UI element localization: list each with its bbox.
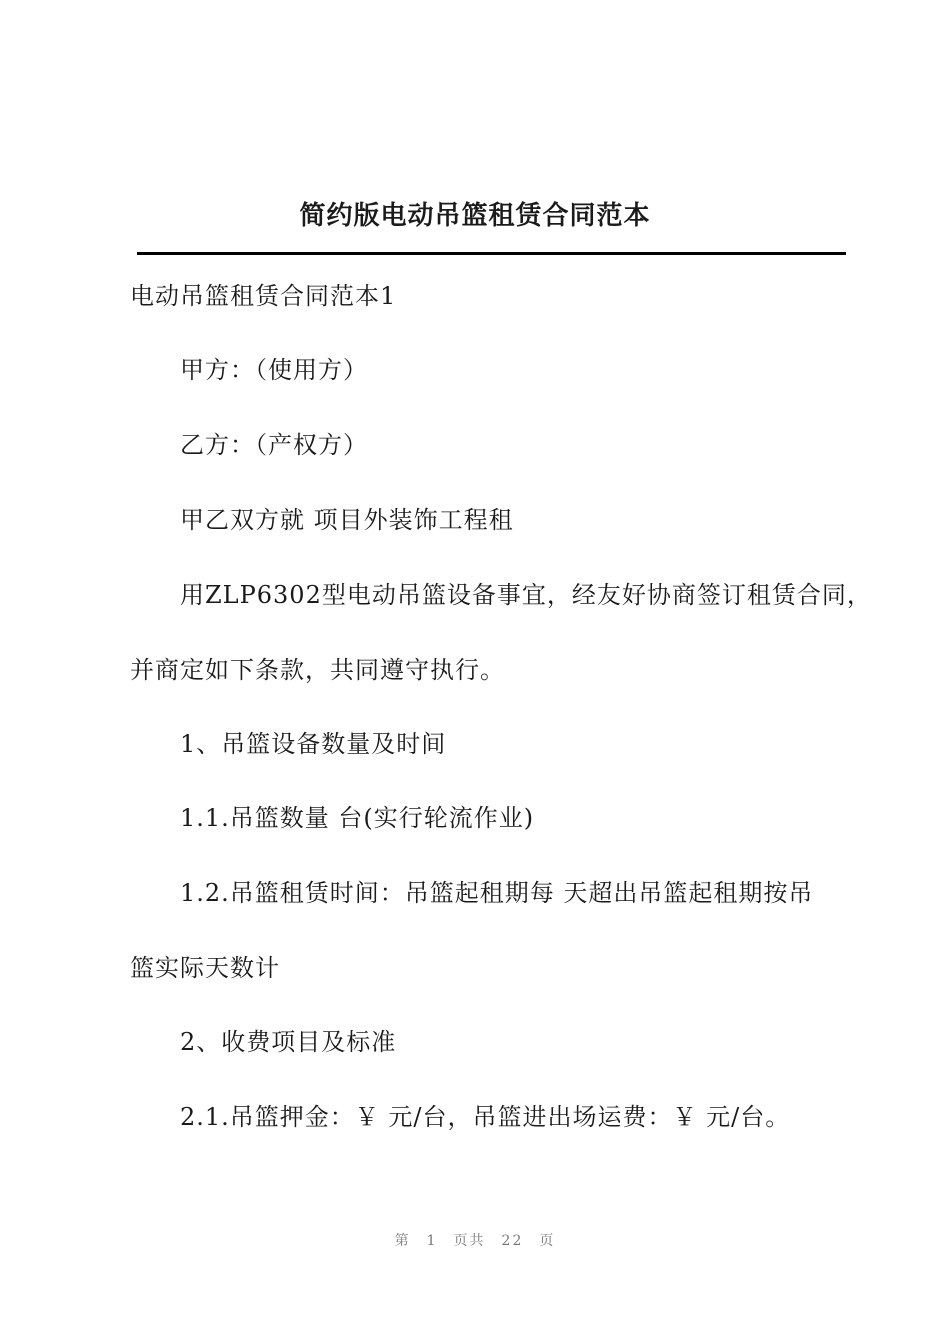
clause-item-continuation: 篮实际天数计 (130, 954, 280, 982)
footer-page-number: 1 (426, 1233, 438, 1249)
clause-heading: 2、收费项目及标准 (180, 1028, 397, 1056)
footer-prefix: 第 (394, 1233, 411, 1249)
clause-item: 1.2.吊篮租赁时间：吊篮起租期每 天超出吊篮起租期按吊 (180, 879, 814, 907)
paragraph-line: 用ZLP6302型电动吊篮设备事宜，经友好协商签订租赁合同， (180, 581, 872, 609)
paragraph-line: 并商定如下条款，共同遵守执行。 (130, 656, 505, 684)
clause-heading: 1、吊篮设备数量及时间 (180, 730, 447, 758)
title-divider (137, 252, 846, 255)
page-footer (0, 1230, 950, 1250)
clause-item: 1.1.吊篮数量 台(实行轮流作业) (180, 804, 535, 832)
document-title: 简约版电动吊篮租赁合同范本 (299, 201, 651, 231)
footer-middle: 页共 (453, 1233, 486, 1249)
footer-total-pages: 22 (501, 1233, 524, 1249)
party-a-line: 甲方：（使用方） (180, 356, 368, 384)
footer-suffix: 页 (539, 1233, 556, 1249)
clause-item: 2.1.吊篮押金：￥ 元/台，吊篮进出场运费：￥ 元/台。 (180, 1103, 791, 1131)
section-heading: 电动吊篮租赁合同范本1 (130, 282, 397, 310)
paragraph-line: 甲乙双方就 项目外装饰工程租 (180, 506, 514, 534)
party-b-line: 乙方：（产权方） (180, 431, 368, 459)
